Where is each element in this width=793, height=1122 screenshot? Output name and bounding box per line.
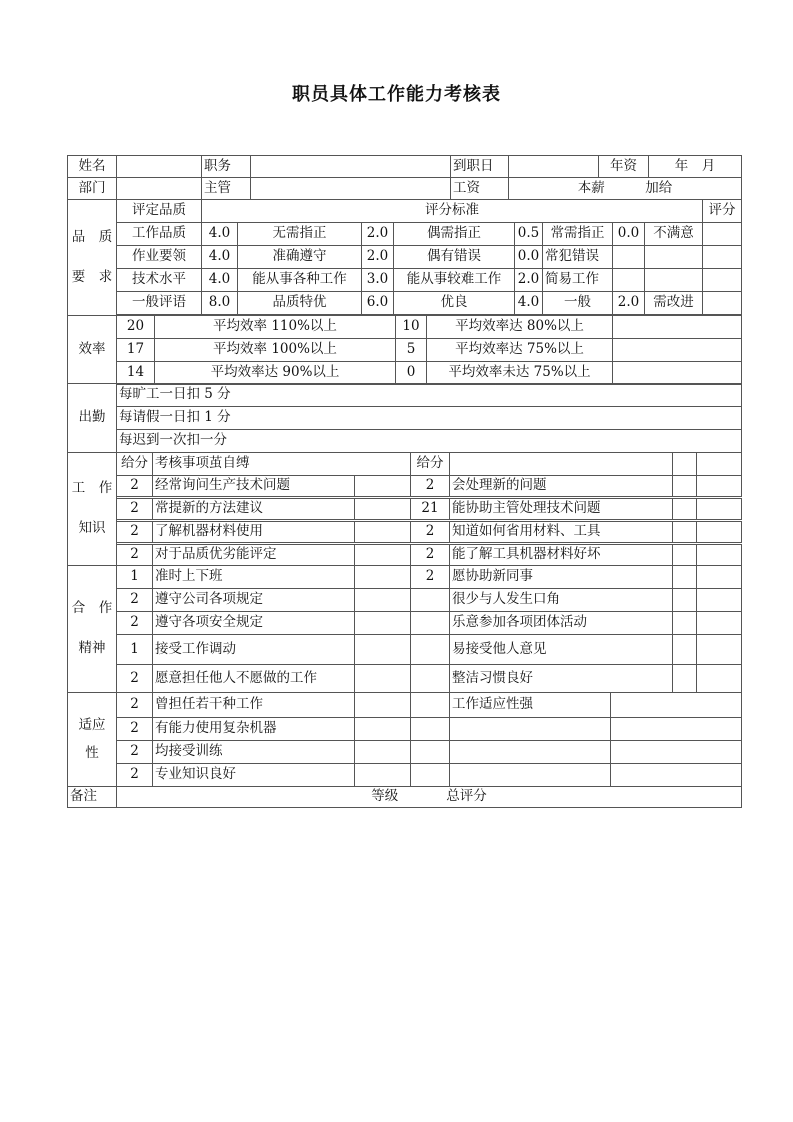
cooperation-score-field[interactable]	[672, 565, 697, 589]
quality-standard-cell: 品质特优	[237, 291, 362, 315]
cooperation-points: 1	[116, 634, 153, 665]
efficiency-points: 10	[395, 315, 427, 339]
cooperation-score-field[interactable]	[696, 588, 742, 612]
cooperation-item: 愿意担任他人不愿做的工作	[152, 664, 355, 693]
cooperation-section-label	[67, 565, 117, 693]
quality-standard-cell: 3.0	[361, 268, 394, 292]
knowledge-score-field[interactable]	[354, 521, 411, 543]
knowledge-item: 常提新的方法建议	[152, 498, 355, 520]
knowledge-item: 能协助主管处理技术问题	[449, 498, 673, 520]
quality-standard-cell: 一般	[542, 291, 613, 315]
quality-header-item: 评定品质	[116, 199, 202, 223]
knowledge-points: 2	[116, 521, 153, 543]
dept-label: 部门	[67, 177, 117, 200]
knowledge-score-field[interactable]	[354, 498, 411, 520]
adaptability-score-field[interactable]	[354, 740, 411, 764]
knowledge-score-field[interactable]	[354, 475, 411, 497]
knowledge-check-box[interactable]	[696, 452, 742, 476]
quality-standard-cell: 优良	[393, 291, 515, 315]
efficiency-criterion: 平均效率达 75%以上	[426, 338, 613, 362]
knowledge-check-box[interactable]	[672, 452, 697, 476]
attendance-rule: 每旷工一日扣 5 分	[116, 383, 742, 407]
adaptability-points: 2	[116, 692, 153, 718]
adaptability-item: 专业知识良好	[152, 763, 355, 787]
quality-standard-cell: 偶需指正	[393, 222, 515, 246]
cooperation-item: 乐意参加各项团体活动	[449, 611, 673, 635]
knowledge-points: 2	[116, 475, 153, 497]
cooperation-points: 2	[116, 611, 153, 635]
cooperation-score-field[interactable]	[696, 664, 742, 693]
quality-standard-cell: 4.0	[201, 245, 238, 269]
quality-item: 一般评语	[116, 291, 202, 315]
cooperation-points	[410, 611, 450, 635]
supervisor-field[interactable]	[250, 177, 451, 200]
quality-header-standard: 评分标准	[201, 199, 703, 223]
efficiency-score-field[interactable]	[612, 361, 742, 385]
knowledge-score-field[interactable]	[696, 475, 742, 497]
cooperation-score-field[interactable]	[696, 611, 742, 635]
knowledge-item: 了解机器材料使用	[152, 521, 355, 543]
cooperation-points	[410, 664, 450, 693]
cooperation-score-field[interactable]	[354, 588, 411, 612]
quality-standard-cell: 简易工作	[542, 268, 613, 292]
adaptability-score-field[interactable]	[610, 763, 742, 787]
quality-score-field[interactable]	[702, 245, 742, 269]
quality-header-score: 评分	[702, 199, 742, 223]
quality-standard-cell: 不满意	[644, 222, 703, 246]
hire-date-field[interactable]	[508, 155, 599, 178]
adaptability-item	[449, 740, 611, 764]
cooperation-points: 1	[116, 565, 153, 589]
quality-score-field[interactable]	[702, 222, 742, 246]
adaptability-points: 2	[116, 763, 153, 787]
quality-standard-cell: 0.0	[514, 245, 543, 269]
section-label-line: 性	[85, 744, 99, 761]
cooperation-item: 整洁习惯良好	[449, 664, 673, 693]
salary-field[interactable]: 本薪 加给	[508, 177, 742, 200]
knowledge-item: 经常询问生产技术问题	[152, 475, 355, 497]
knowledge-item: 对于品质优劣能评定	[152, 544, 355, 566]
quality-standard-cell	[644, 245, 703, 269]
dept-field[interactable]	[116, 177, 202, 200]
quality-standard-cell: 常犯错误	[542, 245, 613, 269]
quality-score-field[interactable]	[702, 291, 742, 315]
knowledge-header-blank	[449, 452, 673, 476]
cooperation-score-field[interactable]	[354, 634, 411, 665]
cooperation-item: 接受工作调动	[152, 634, 355, 665]
quality-standard-cell	[612, 268, 645, 292]
adaptability-blank	[410, 740, 450, 764]
quality-standard-cell: 无需指正	[237, 222, 362, 246]
adaptability-blank	[410, 692, 450, 718]
efficiency-score-field[interactable]	[612, 338, 742, 362]
knowledge-score-field[interactable]	[672, 521, 697, 543]
adaptability-blank	[410, 717, 450, 741]
knowledge-header-item: 考核事项茧自缚	[152, 452, 411, 476]
section-label-line: 合 作	[71, 600, 113, 617]
adaptability-item: 工作适应性强	[449, 692, 611, 718]
cooperation-score-field[interactable]	[354, 664, 411, 693]
section-label-line: 品 质	[71, 228, 113, 245]
adaptability-blank	[410, 763, 450, 787]
efficiency-points: 20	[116, 315, 155, 339]
quality-standard-cell: 能从事各种工作	[237, 268, 362, 292]
grade-label: 等级	[371, 788, 399, 805]
cooperation-points: 2	[116, 588, 153, 612]
adaptability-item	[449, 763, 611, 787]
remark-label: 备注	[67, 786, 117, 808]
knowledge-score-field[interactable]	[354, 544, 411, 566]
adaptability-score-field[interactable]	[610, 740, 742, 764]
cooperation-score-field[interactable]	[354, 611, 411, 635]
knowledge-item: 会处理新的问题	[449, 475, 673, 497]
quality-standard-cell: 4.0	[201, 268, 238, 292]
efficiency-score-field[interactable]	[612, 315, 742, 339]
adaptability-item: 均接受训练	[152, 740, 355, 764]
cooperation-score-field[interactable]	[696, 565, 742, 589]
knowledge-points: 2	[410, 521, 450, 543]
supervisor-label: 主管	[201, 177, 251, 200]
quality-standard-cell: 8.0	[201, 291, 238, 315]
section-label-line: 知识	[78, 520, 106, 536]
knowledge-score-field[interactable]	[696, 544, 742, 566]
knowledge-score-field[interactable]	[696, 498, 742, 520]
knowledge-score-field[interactable]	[672, 475, 697, 497]
seniority-field[interactable]: 年 月	[648, 155, 742, 178]
attendance-rule: 每迟到一次扣一分	[116, 429, 742, 453]
attendance-section-label: 出勤	[67, 383, 117, 453]
efficiency-criterion: 平均效率达 90%以上	[154, 361, 396, 385]
cooperation-score-field[interactable]	[672, 664, 697, 693]
quality-standard-cell: 4.0	[514, 291, 543, 315]
quality-standard-cell: 偶有错误	[393, 245, 515, 269]
position-label: 职务	[201, 155, 251, 178]
adaptability-score-field[interactable]	[610, 717, 742, 741]
remark-field[interactable]	[116, 786, 742, 808]
knowledge-score-field[interactable]	[696, 521, 742, 543]
position-field[interactable]	[250, 155, 451, 178]
quality-standard-cell: 需改进	[644, 291, 703, 315]
quality-standard-cell	[644, 268, 703, 292]
section-label-line: 要 求	[71, 268, 113, 285]
efficiency-criterion: 平均效率 100%以上	[154, 338, 396, 362]
adaptability-score-field[interactable]	[354, 717, 411, 741]
adaptability-score-field[interactable]	[610, 692, 742, 718]
seniority-label: 年资	[598, 155, 649, 178]
quality-standard-cell: 2.0	[361, 222, 394, 246]
cooperation-points	[410, 588, 450, 612]
knowledge-section-label	[67, 452, 117, 566]
section-label-line: 工 作	[71, 480, 113, 497]
cooperation-score-field[interactable]	[672, 588, 697, 612]
knowledge-points: 21	[410, 498, 450, 520]
efficiency-criterion: 平均效率 110%以上	[154, 315, 396, 339]
adaptability-points: 2	[116, 717, 153, 741]
quality-score-field[interactable]	[702, 268, 742, 292]
adaptability-score-field[interactable]	[354, 763, 411, 787]
quality-standard-cell: 6.0	[361, 291, 394, 315]
cooperation-score-field[interactable]	[354, 565, 411, 589]
cooperation-item: 遵守公司各项规定	[152, 588, 355, 612]
knowledge-points: 2	[116, 544, 153, 566]
cooperation-score-field[interactable]	[672, 634, 697, 665]
efficiency-criterion: 平均效率达 80%以上	[426, 315, 613, 339]
knowledge-points: 2	[116, 498, 153, 520]
cooperation-item: 易接受他人意见	[449, 634, 673, 665]
cooperation-item: 很少与人发生口角	[449, 588, 673, 612]
quality-standard-cell: 2.0	[612, 291, 645, 315]
name-field[interactable]	[116, 155, 202, 178]
quality-section-label	[67, 199, 117, 316]
quality-standard-cell: 能从事较难工作	[393, 268, 515, 292]
knowledge-score-field[interactable]	[672, 498, 697, 520]
efficiency-points: 0	[395, 361, 427, 385]
quality-standard-cell: 0.0	[612, 222, 645, 246]
quality-standard-cell: 4.0	[201, 222, 238, 246]
efficiency-points: 14	[116, 361, 155, 385]
cooperation-score-field[interactable]	[672, 611, 697, 635]
hire-date-label: 到职日	[450, 155, 509, 178]
quality-standard-cell	[612, 245, 645, 269]
cooperation-points: 2	[116, 664, 153, 693]
knowledge-header-score: 给分	[116, 452, 153, 476]
total-score-label: 总评分	[446, 788, 487, 805]
cooperation-points: 2	[410, 565, 450, 589]
attendance-rule: 每请假一日扣 1 分	[116, 406, 742, 430]
knowledge-item: 知道如何省用材料、工具	[449, 521, 673, 543]
cooperation-item: 遵守各项安全规定	[152, 611, 355, 635]
knowledge-header-score2: 给分	[410, 452, 450, 476]
efficiency-points: 17	[116, 338, 155, 362]
quality-standard-cell: 2.0	[361, 245, 394, 269]
cooperation-item: 准时上下班	[152, 565, 355, 589]
cooperation-points	[410, 634, 450, 665]
quality-standard-cell: 常需指正	[542, 222, 613, 246]
quality-standard-cell: 0.5	[514, 222, 543, 246]
knowledge-points: 2	[410, 475, 450, 497]
cooperation-item: 愿协助新同事	[449, 565, 673, 589]
knowledge-score-field[interactable]	[672, 544, 697, 566]
adaptability-item: 曾担任若干种工作	[152, 692, 355, 718]
form-title: 职员具体工作能力考核表	[292, 84, 501, 105]
name-label: 姓名	[67, 155, 117, 178]
salary-label: 工资	[450, 177, 509, 200]
quality-standard-cell: 2.0	[514, 268, 543, 292]
quality-item: 技术水平	[116, 268, 202, 292]
cooperation-score-field[interactable]	[696, 634, 742, 665]
quality-item: 作业要领	[116, 245, 202, 269]
efficiency-section-label: 效率	[67, 315, 117, 384]
quality-standard-cell: 准确遵守	[237, 245, 362, 269]
section-label-line: 精神	[78, 640, 106, 656]
adaptability-points: 2	[116, 740, 153, 764]
knowledge-points: 2	[410, 544, 450, 566]
adaptability-section-label	[67, 692, 117, 787]
section-label-line: 适应	[78, 716, 106, 733]
adaptability-score-field[interactable]	[354, 692, 411, 718]
quality-item: 工作品质	[116, 222, 202, 246]
adaptability-item: 有能力使用复杂机器	[152, 717, 355, 741]
efficiency-points: 5	[395, 338, 427, 362]
adaptability-item	[449, 717, 611, 741]
knowledge-item: 能了解工具机器材料好坏	[449, 544, 673, 566]
efficiency-criterion: 平均效率未达 75%以上	[426, 361, 613, 385]
